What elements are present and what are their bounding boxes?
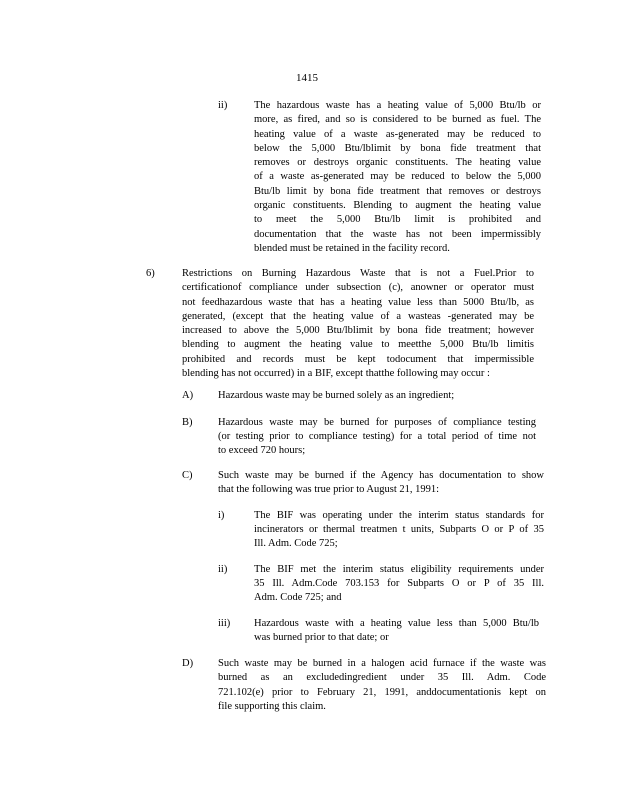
text-line: removes or destroys organic constituents. The heating value [254,157,541,169]
item-d-marker: D) [182,658,194,669]
text-line-last: file supporting this claim. [218,701,326,712]
item-6-text [182,267,534,381]
text-line: 35 Ill. Adm.Code 703.153 for Subparts O or P of 35 Ill. [254,578,544,590]
text-line: heating value of a waste as-generated may be reduced to [254,128,541,140]
text-line: increased to above the 5,000 Btu/lblimit by bona fide treatment; however [182,325,534,337]
text-line: 721.102(e) prior to February 21, 1991, anddocumentationis kept on [218,686,546,698]
item-a-marker: A) [182,390,194,401]
text-line: burned as an excludedingredient under 35 Ill. Adm. Code [218,672,546,684]
text-line: not feedhazardous waste that has a heating value less than 5000 Btu/lb, as [182,296,534,308]
text-line: prohibited and records must be kept todocument that impermissible [182,353,534,365]
text-line: The BIF met the interim status eligibility requirements under [254,564,544,575]
text-line: The BIF was operating under the interim status standards for [254,510,544,521]
text-line: Hazardous waste with a heating value less than 5,000 Btu/lb [254,618,539,629]
text-line: (or testing prior to compliance testing) for a total period of time not [218,431,536,443]
item-a-text: Hazardous waste may be burned solely as an ingredient; [218,390,455,401]
text-line: below the 5,000 Btu/lblimit by bona fide treatment that [254,142,541,154]
item-c-ii-marker: ii) [218,564,228,575]
item-c-iii-marker: iii) [218,618,231,629]
text-line: incinerators or thermal treatmen t units, Subparts O or P of 35 [254,524,544,536]
text-line: certificationof compliance under subsection (c), anowner or operator must [182,282,534,294]
text-line-last: that the following was true prior to August 21, 1991: [218,484,440,495]
item-6-marker: 6) [146,268,155,279]
text-line: documentation that the waste has not been impermissibly [254,228,541,240]
item-c-marker: C) [182,470,193,481]
text-line: to meet the 5,000 Btu/lb limit is prohibited and [254,214,541,226]
item-b-marker: B) [182,417,193,428]
text-line-last: Ill. Adm. Code 725; [254,538,338,549]
text-line: Restrictions on Burning Hazardous Waste that is not a Fuel.Prior to [182,268,534,279]
text-line: Such waste may be burned in a halogen acid furnace if the waste was [218,658,546,669]
text-line: more, as fired, and so is considered to be burned as fuel. The [254,114,541,126]
item-c-i-marker: i) [218,510,225,521]
text-line-last: to exceed 720 hours; [218,445,306,456]
text-line: organic constituents. Blending to augment the heating value [254,200,541,212]
text-line: Such waste may be burned if the Agency has documentation to show [218,470,544,481]
page-number: 1415 [296,72,318,84]
text-line-last: Adm. Code 725; and [254,592,342,603]
text-line-last: blending has not occurred) in a BIF, except thatthe following may occur : [182,368,490,379]
text-line-last: was burned prior to that date; or [254,632,389,643]
text-line: generated, (except that the heating value of a wasteas -generated may be [182,310,534,322]
text-line: Btu/lb limit by bona fide treatment that removes or destroys [254,185,541,197]
text-line: of a waste as-generated may be reduced to below the 5,000 [254,171,541,183]
text-line: Hazardous waste may be burned for purposes of compliance testing [218,417,536,428]
item-ii-marker: ii) [218,100,228,111]
text-line: The hazardous waste has a heating value of 5,000 Btu/lb or [254,100,541,111]
text-line: blending to augment the heating value to meetthe 5,000 Btu/lb limitis [182,339,534,351]
item-ii-text [254,99,541,256]
text-line-last: blended must be retained in the facility record. [254,243,450,254]
